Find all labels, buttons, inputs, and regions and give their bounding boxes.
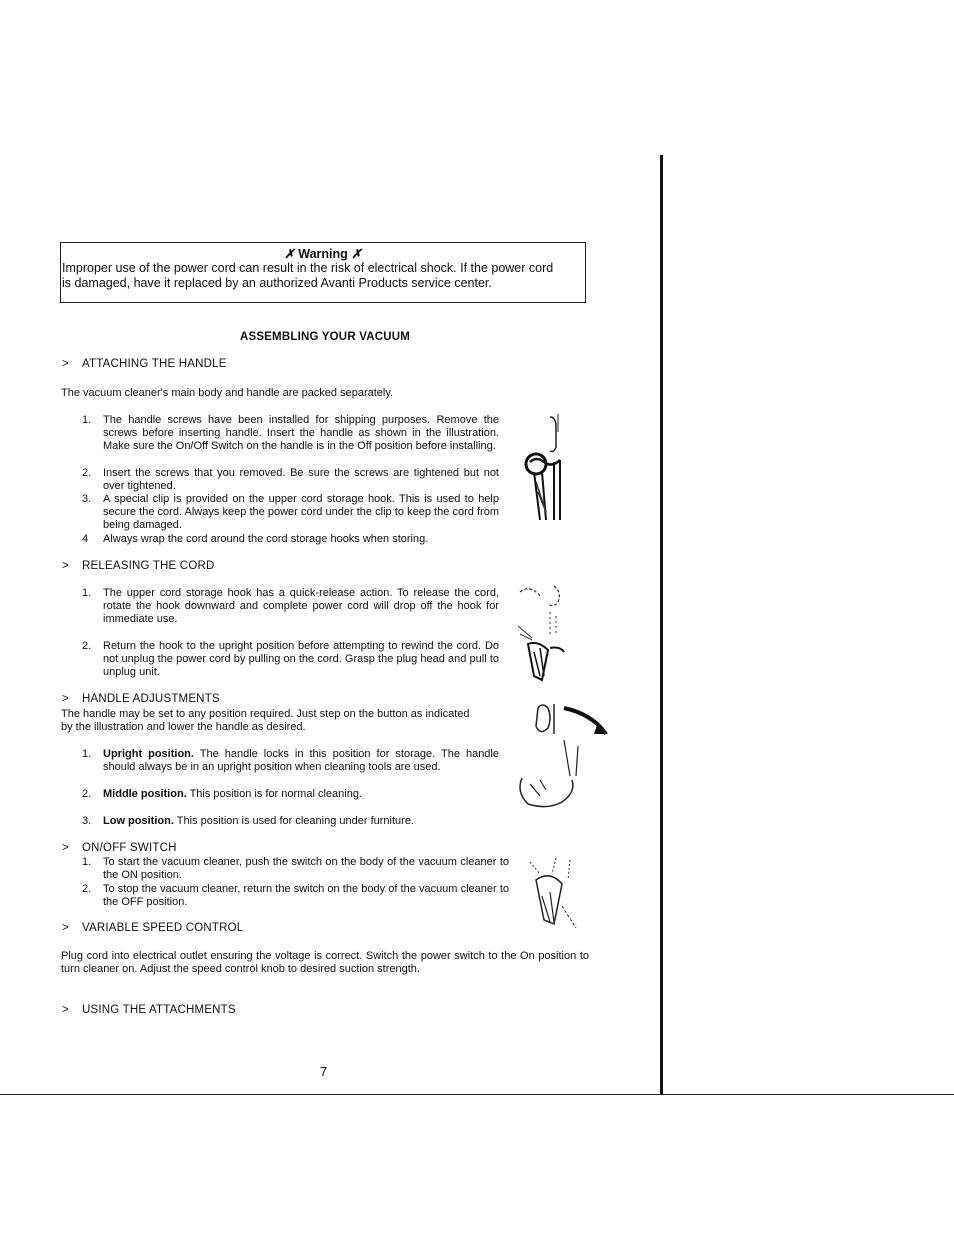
variable-speed-text: Plug cord into electrical outlet ensuring the voltage is correct. Switch the power switch to the On position to turn cleaner on. Adjust the speed control knob to desired suction strength. (61, 950, 589, 975)
warning-line-1: Improper use of the power cord can result in the risk of electrical shock. If the power cord (62, 261, 554, 275)
warning-box (60, 242, 586, 303)
warning-left-icon: ✗ (284, 247, 295, 261)
arrow-icon: > (62, 922, 69, 934)
heading-handle-adjustments: > HANDLE ADJUSTMENTS (62, 693, 220, 705)
warning-title: ✗ Warning ✗ (284, 247, 362, 261)
section-title: ASSEMBLING YOUR VACUUM (239, 331, 411, 343)
heading-releasing: > RELEASING THE CORD (62, 560, 215, 572)
heading-attachments: > USING THE ATTACHMENTS (62, 1004, 236, 1016)
arrow-icon: > (62, 693, 69, 705)
warning-text (62, 261, 582, 291)
handle-positions-illustration (510, 700, 610, 820)
arrow-icon: > (62, 560, 69, 572)
warning-right-icon: ✗ (351, 247, 362, 261)
switch-illustration (526, 856, 582, 936)
page-number: 7 (320, 1064, 328, 1079)
list-item: 1. The handle screws have been installed for shipping purposes. Remove the screws before inserting handle. Insert the handle as shown in the illustration. Make sure the On/Off Switch on the handle is in the Off position before installing. (82, 414, 499, 453)
heading-onoff: > ON/OFF SWITCH (62, 842, 177, 854)
arrow-icon: > (62, 1004, 69, 1016)
arrow-icon: > (62, 842, 69, 854)
handle-attach-illustration (518, 412, 578, 524)
attaching-intro: The vacuum cleaner's main body and handle are packed separately. (61, 387, 394, 399)
heading-variable-speed: > VARIABLE SPEED CONTROL (62, 922, 244, 934)
page-bottom-rule (0, 1094, 954, 1095)
page-edge-bar (660, 155, 663, 1095)
cord-hook-illustration (514, 582, 574, 686)
warning-line-2: is damaged, have it replaced by an authorized Avanti Products service center. (62, 276, 492, 290)
handle-adj-intro: The handle may be set to any position required. Just step on the button as indicated by the illustration and lower the handle as desired. (61, 708, 470, 733)
arrow-icon: > (62, 358, 69, 370)
heading-attaching: > ATTACHING THE HANDLE (62, 358, 227, 370)
